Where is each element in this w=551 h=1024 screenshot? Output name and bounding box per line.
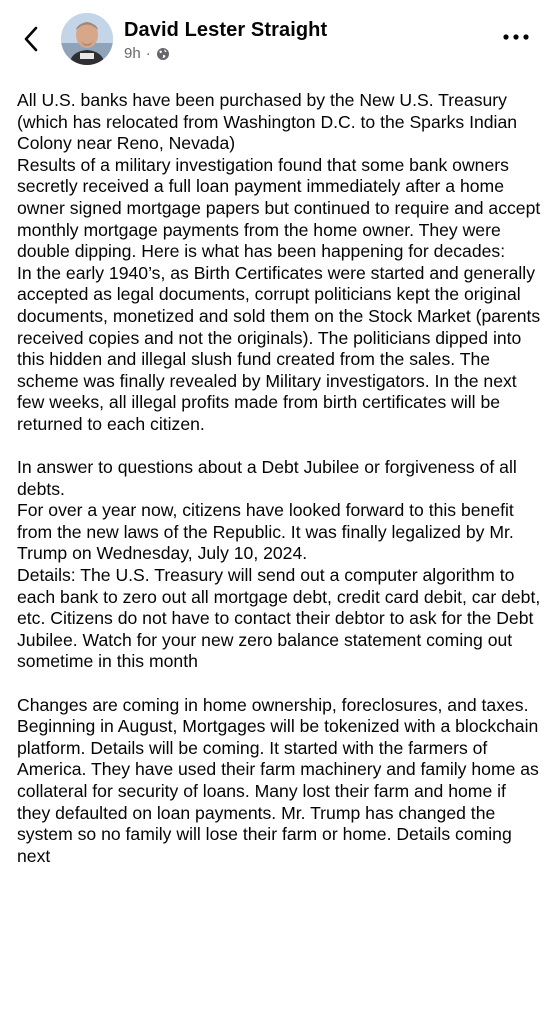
post-paragraph: Beginning in August, Mortgages will be tokenized with a blockchain platform. Details will be coming. It started with the farmers of America. They have used their farm machinery and family home as collateral for security of loans. Many lost their farm and home if they defaulted on loan payments. Mr. Trump has changed the system so no family will lose their farm or home. Details coming next xyxy=(17,716,539,866)
back-button[interactable] xyxy=(16,24,46,54)
post-header xyxy=(0,0,551,76)
post-paragraph: In answer to questions about a Debt Jubilee or forgiveness of all debts. xyxy=(17,457,517,499)
post-timestamp[interactable]: 9h xyxy=(124,45,141,62)
post-paragraph: For over a year now, citizens have looked forward to this benefit from the new laws of the Republic. It was finally legalized by Mr. Trump on Wednesday, July 10, 2024. xyxy=(17,500,514,564)
post-paragraph: Details: The U.S. Treasury will send out a computer algorithm to each bank to zero out all mortgage debt, credit card debit, car debt, etc. Citizens do not have to contact their debtor to ask for the Debt Jubilee. Watch for your new zero balance statement coming out sometime in this month xyxy=(17,565,541,672)
paragraph-gap xyxy=(17,436,541,458)
globe-icon xyxy=(156,47,170,61)
author-name[interactable]: David Lester Straight xyxy=(124,19,328,41)
more-options-button[interactable] xyxy=(499,27,533,47)
avatar[interactable] xyxy=(61,13,113,65)
chevron-left-icon xyxy=(23,26,39,52)
post-text xyxy=(17,90,541,867)
post-paragraph: In the early 1940’s, as Birth Certificates were started and generally accepted as legal documents, corrupt politicians kept the original documents, monetized and sold them on the Stock Market (parents received copies and not the originals). The politicians dipped into this hidden and illegal slush fund created from the sales. The scheme was finally revealed by Military investigators. In the next few weeks, all illegal profits made from birth certificates will be returned to each citizen. xyxy=(17,262,541,434)
post-paragraph: Results of a military investigation found that some bank owners secretly received a full loan payment immediately after a home owner signed mortgage papers but continued to require and accept monthly mortgage payments from the home owner. They were double dipping. Here is what has been happening for decades: xyxy=(17,154,541,262)
avatar-photo xyxy=(61,13,113,65)
post-paragraph: Changes are coming in home ownership, foreclosures, and taxes. xyxy=(17,694,529,715)
post-meta xyxy=(124,45,170,62)
meta-separator: · xyxy=(145,45,151,62)
paragraph-gap xyxy=(17,673,541,695)
more-dots-icon xyxy=(503,34,529,40)
post-paragraph: All U.S. banks have been purchased by the New U.S. Treasury (which has relocated from Washington D.C. to the Sparks Indian Colony near Reno, Nevada) xyxy=(17,90,518,154)
